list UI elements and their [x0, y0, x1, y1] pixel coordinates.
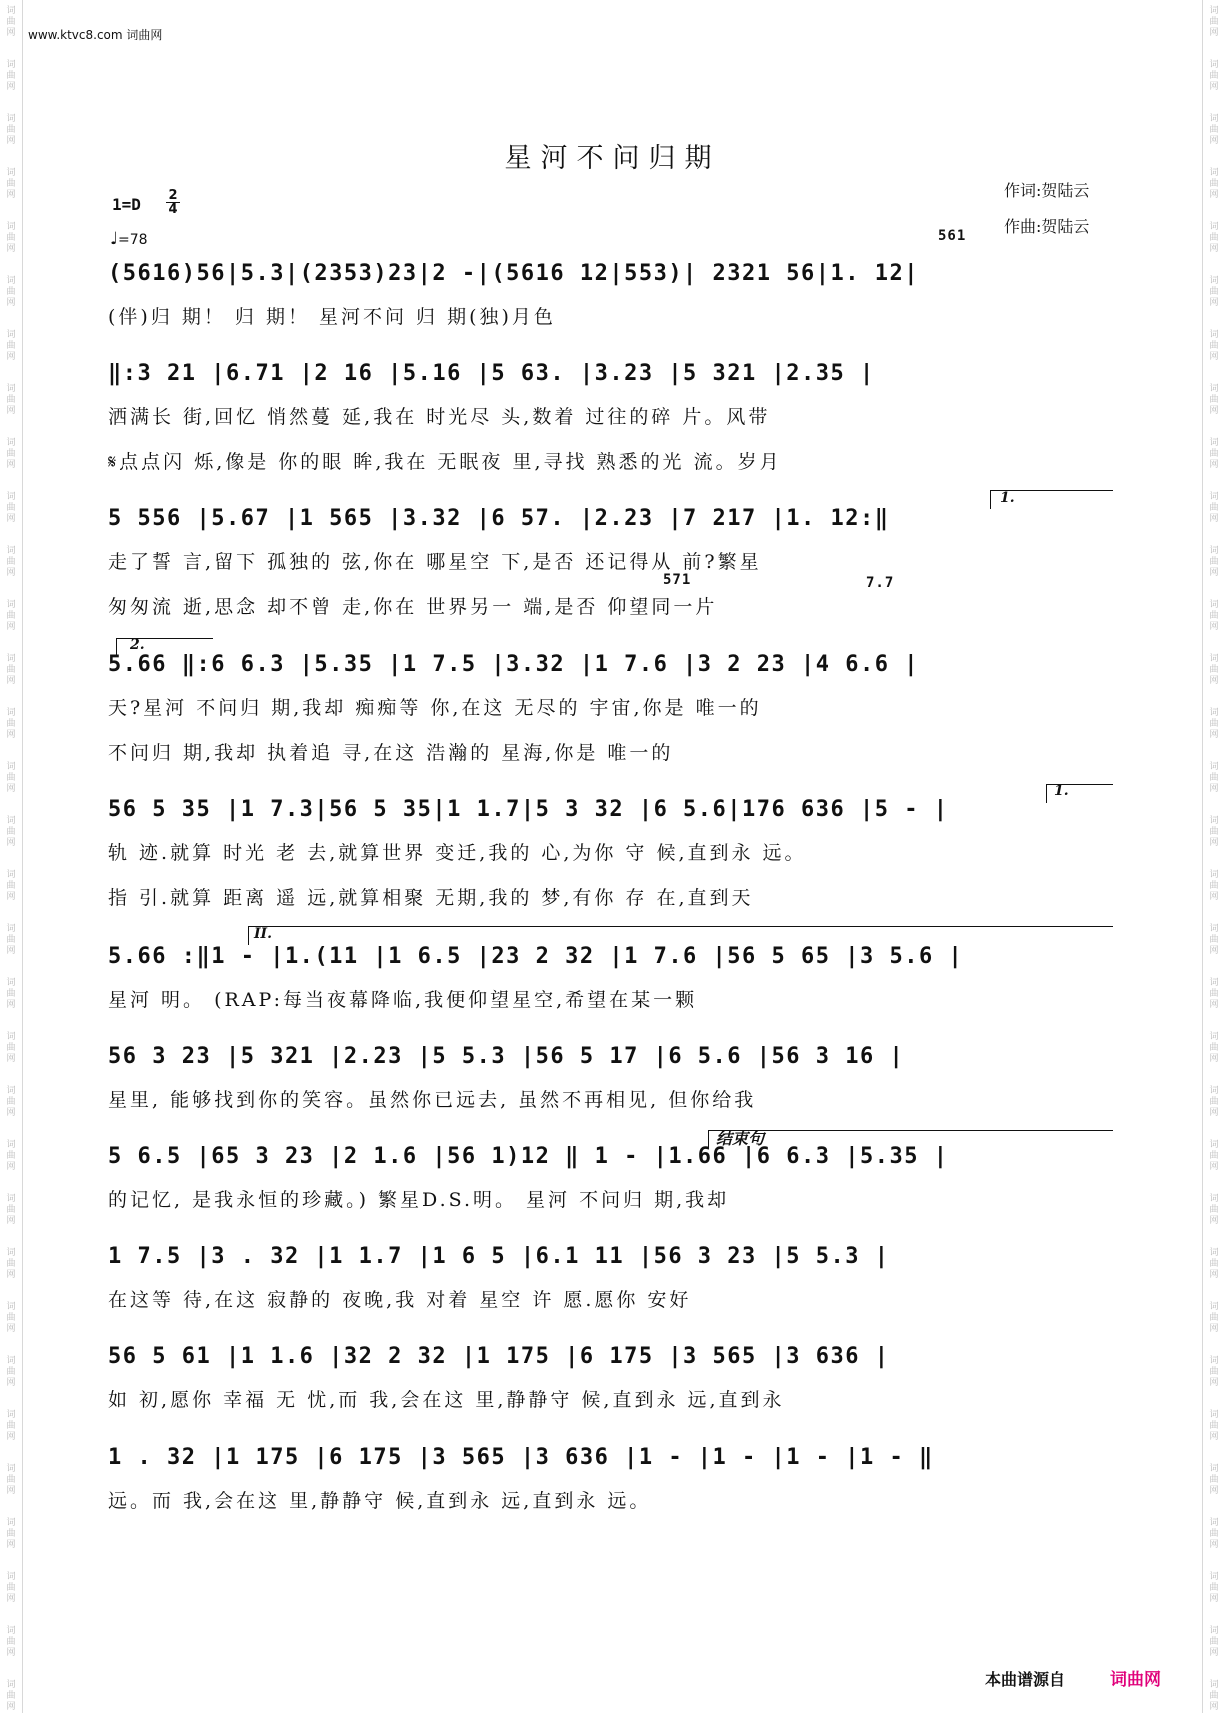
- lyric-line: 指 引.就算 距离 遥 远,就算相聚 无期,我的 梦,有你 存 在,直到天: [108, 887, 754, 909]
- watermark-text: 词 曲 网: [1209, 978, 1219, 1010]
- watermark-text: 词 曲 网: [1209, 438, 1219, 470]
- lyric-line: 匆匆流 逝,思念 却不曾 走,你在 世界另一 端,是否 仰望同一片: [108, 596, 718, 618]
- watermark-text: 词 曲 网: [6, 438, 16, 470]
- watermark-text: 词 曲 网: [6, 492, 16, 524]
- watermark-text: 词 曲 网: [6, 1248, 16, 1280]
- watermark-text: 词 曲 网: [1209, 816, 1219, 848]
- watermark-text: 词 曲 网: [6, 168, 16, 200]
- watermark-text: 词 曲 网: [1209, 546, 1219, 578]
- time-signature-bottom: 4: [166, 202, 180, 216]
- time-signature: [166, 189, 180, 216]
- lyric-line: 星河 明。 (RAP:每当夜幕降临,我便仰望星空,希望在某一颗: [108, 989, 698, 1011]
- watermark-text: 词 曲 网: [1209, 1086, 1219, 1118]
- key-signature: 1=D: [112, 195, 141, 214]
- ornament-mark: 571: [663, 572, 692, 588]
- notes-row: 56 5 35 |1 7.3|56 5 35|1 1.7|5 3 32 |6 5.6|176 636 |5 - |: [108, 797, 949, 822]
- quarter-note-icon: ♩: [110, 229, 119, 249]
- watermark-text: 词 曲 网: [1209, 654, 1219, 686]
- watermark-text: 词 曲 网: [1209, 1680, 1219, 1712]
- composer-credit: 作曲:贺陆云: [1004, 217, 1090, 236]
- ending-label: 结束句: [716, 1129, 765, 1148]
- watermark-text: 词 曲 网: [6, 708, 16, 740]
- watermark-text: 词 曲 网: [1209, 1194, 1219, 1226]
- watermark-text: 词 曲 网: [6, 276, 16, 308]
- watermark-text: 词 曲 网: [1209, 1572, 1219, 1604]
- lyric-line: 𝄋点点闪 烁,像是 你的眼 眸,我在 无眠夜 里,寻找 熟悉的光 流。岁月: [108, 451, 782, 473]
- watermark-text: 词 曲 网: [6, 1518, 16, 1550]
- left-watermark-strip: [0, 0, 23, 1713]
- notes-row: 5 556 |5.67 |1 565 |3.32 |6 57. |2.23 |7 217 |1. 12:‖: [108, 506, 890, 531]
- tempo-value: =78: [118, 232, 148, 248]
- watermark-text: 词 曲 网: [1209, 1626, 1219, 1658]
- lyricist-credit: 作词:贺陆云: [1004, 181, 1090, 200]
- ornament-mark: 561: [938, 228, 967, 244]
- watermark-text: 词 曲 网: [6, 1086, 16, 1118]
- volta-label: 1.: [1000, 490, 1015, 506]
- watermark-text: 词 曲 网: [1209, 1518, 1219, 1550]
- watermark-text: 词 曲 网: [6, 600, 16, 632]
- watermark-text: 词 曲 网: [6, 1140, 16, 1172]
- lyric-line: 走了誓 言,留下 孤独的 弦,你在 哪星空 下,是否 还记得从 前?繁星: [108, 551, 762, 573]
- watermark-text: 词 曲 网: [1209, 708, 1219, 740]
- lyric-line: 的记忆, 是我永恒的珍藏。) 繁星D.S.明。 星河 不问归 期,我却: [108, 1189, 730, 1211]
- watermark-text: 词 曲 网: [6, 1410, 16, 1442]
- footer-source: 本曲谱源自: [985, 1670, 1066, 1689]
- volta-label: 2.: [130, 637, 145, 653]
- watermark-text: 词 曲 网: [6, 1032, 16, 1064]
- lyric-line: 在这等 待,在这 寂静的 夜晚,我 对着 星空 许 愿.愿你 安好: [108, 1289, 692, 1311]
- watermark-text: 词 曲 网: [1209, 924, 1219, 956]
- notes-row: 1 7.5 |3 . 32 |1 1.7 |1 6 5 |6.1 11 |56 3 23 |5 5.3 |: [108, 1244, 890, 1269]
- watermark-text: 词 曲 网: [1209, 1248, 1219, 1280]
- lyric-line: (伴)归 期！ 归 期！ 星河不问 归 期(独)月色: [108, 306, 556, 328]
- watermark-text: 词 曲 网: [1209, 1302, 1219, 1334]
- watermark-text: 词 曲 网: [6, 870, 16, 902]
- watermark-text: 词 曲 网: [6, 1356, 16, 1388]
- lyric-line: 如 初,愿你 幸福 无 忧,而 我,会在这 里,静静守 候,直到永 远,直到永: [108, 1389, 785, 1411]
- watermark-text: 词 曲 网: [6, 1626, 16, 1658]
- lyric-line: 不问归 期,我却 执着追 寻,在这 浩瀚的 星海,你是 唯一的: [108, 742, 674, 764]
- watermark-text: 词 曲 网: [1209, 600, 1219, 632]
- song-title: 星河不问归期: [504, 143, 721, 174]
- watermark-text: 词 曲 网: [6, 114, 16, 146]
- site-url: www.ktvc8.com 词曲网: [28, 28, 163, 42]
- watermark-text: 词 曲 网: [1209, 1032, 1219, 1064]
- notes-row: 1 . 32 |1 175 |6 175 |3 565 |3 636 |1 - |1 - |1 - |1 - ‖: [108, 1445, 934, 1470]
- lyric-line: 洒满长 街,回忆 悄然蔓 延,我在 时光尽 头,数着 过往的碎 片。风带: [108, 406, 771, 428]
- notes-row: (5616)56|5.3|(2353)23|2 -|(5616 12|553)| 2321 56|1. 12|: [108, 261, 919, 286]
- time-signature-top: 2: [168, 188, 178, 203]
- notes-row: 5.66 ‖:6 6.3 |5.35 |1 7.5 |3.32 |1 7.6 |3 2 23 |4 6.6 |: [108, 652, 919, 677]
- watermark-text: 词 曲 网: [6, 330, 16, 362]
- notes-row: 56 3 23 |5 321 |2.23 |5 5.3 |56 5 17 |6 5.6 |56 3 16 |: [108, 1044, 905, 1069]
- watermark-text: 词 曲 网: [6, 978, 16, 1010]
- watermark-text: 词 曲 网: [1209, 60, 1219, 92]
- watermark-text: 词 曲 网: [6, 1680, 16, 1712]
- watermark-text: 词 曲 网: [1209, 1140, 1219, 1172]
- watermark-text: 词 曲 网: [1209, 276, 1219, 308]
- lyric-line: 远。而 我,会在这 里,静静守 候,直到永 远,直到永 远。: [108, 1490, 652, 1512]
- volta-label: 1.: [1054, 783, 1069, 799]
- watermark-text: 词 曲 网: [6, 60, 16, 92]
- watermark-text: 词 曲 网: [1209, 168, 1219, 200]
- watermark-text: 词 曲 网: [6, 546, 16, 578]
- ornament-mark: 7.7: [866, 575, 895, 591]
- notes-row: 5.66 :‖1 - |1.(11 |1 6.5 |23 2 32 |1 7.6 |56 5 65 |3 5.6 |: [108, 944, 964, 969]
- watermark-text: 词 曲 网: [1209, 1464, 1219, 1496]
- notes-row: 56 5 61 |1 1.6 |32 2 32 |1 175 |6 175 |3 565 |3 636 |: [108, 1344, 890, 1369]
- watermark-text: 词 曲 网: [1209, 762, 1219, 794]
- lyric-line: 天?星河 不问归 期,我却 痴痴等 你,在这 无尽的 宇宙,你是 唯一的: [108, 697, 762, 719]
- right-watermark-strip: [1202, 0, 1225, 1713]
- watermark-text: 词 曲 网: [6, 384, 16, 416]
- watermark-text: 词 曲 网: [6, 222, 16, 254]
- watermark-text: 词 曲 网: [6, 816, 16, 848]
- watermark-text: 词 曲 网: [6, 1302, 16, 1334]
- watermark-text: 词 曲 网: [6, 1572, 16, 1604]
- watermark-text: 词 曲 网: [6, 924, 16, 956]
- watermark-text: 词 曲 网: [1209, 6, 1219, 38]
- notes-row: ‖:3 21 |6.71 |2 16 |5.16 |5 63. |3.23 |5 321 |2.35 |: [108, 361, 875, 386]
- watermark-text: 词 曲 网: [1209, 870, 1219, 902]
- footer-logo[interactable]: 词曲网: [1110, 1670, 1161, 1690]
- notes-row: 5 6.5 |65 3 23 |2 1.6 |56 1)12 ‖ 1 - |1.66 |6 6.3 |5.35 |: [108, 1144, 949, 1169]
- watermark-text: 词 曲 网: [6, 654, 16, 686]
- watermark-text: 词 曲 网: [1209, 222, 1219, 254]
- watermark-text: 词 曲 网: [6, 762, 16, 794]
- lyric-line: 星里, 能够找到你的笑容。虽然你已远去, 虽然不再相见, 但你给我: [108, 1089, 757, 1111]
- watermark-text: 词 曲 网: [6, 6, 16, 38]
- watermark-text: 词 曲 网: [1209, 1356, 1219, 1388]
- tempo-marking: [110, 229, 148, 249]
- watermark-text: 词 曲 网: [1209, 1410, 1219, 1442]
- watermark-text: 词 曲 网: [1209, 114, 1219, 146]
- watermark-text: 词 曲 网: [6, 1464, 16, 1496]
- lyric-line: 轨 迹.就算 时光 老 去,就算世界 变迁,我的 心,为你 守 候,直到永 远。: [108, 842, 807, 864]
- volta-label: II.: [254, 926, 272, 942]
- watermark-text: 词 曲 网: [1209, 330, 1219, 362]
- watermark-text: 词 曲 网: [1209, 384, 1219, 416]
- watermark-text: 词 曲 网: [6, 1194, 16, 1226]
- watermark-text: 词 曲 网: [1209, 492, 1219, 524]
